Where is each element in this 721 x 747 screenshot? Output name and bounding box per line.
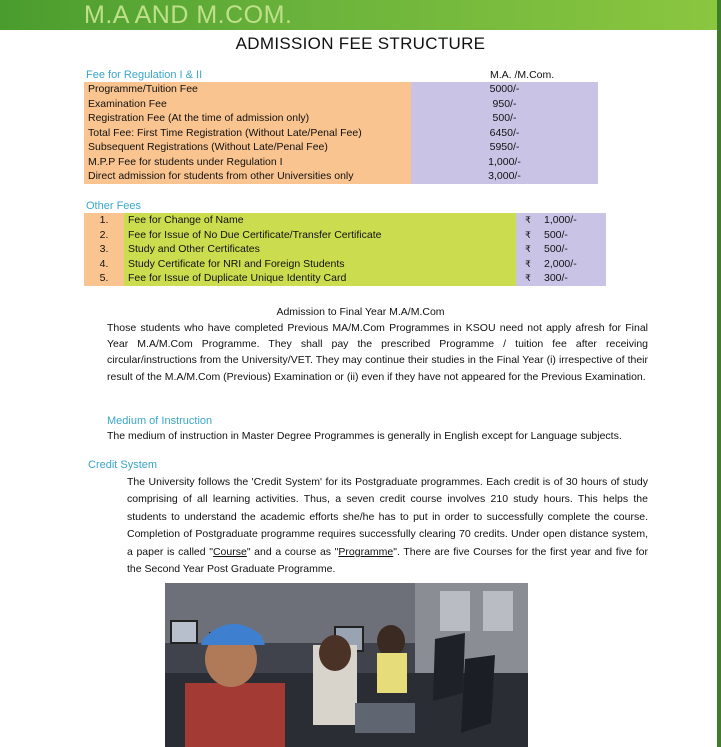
table-row (84, 155, 598, 170)
page-edge (717, 0, 721, 747)
table-row (84, 169, 598, 184)
fee-amount: 2,000/- (540, 257, 606, 272)
credit-heading: Credit System (88, 459, 158, 471)
fee-item: Fee for Issue of No Due Certificate/Transfer Certificate (124, 228, 516, 243)
fee-amount: 3,000/- (411, 169, 598, 184)
table-row (84, 213, 606, 228)
row-number: 4. (84, 257, 124, 272)
table-row (84, 257, 606, 272)
table-row (84, 97, 598, 112)
rupee-icon: ₹ (516, 242, 540, 257)
fee-item: Fee for Change of Name (124, 213, 516, 228)
fee-item: Programme/Tuition Fee (84, 82, 411, 97)
medium-paragraph: The medium of instruction in Master Degree Programmes is generally in English except for Language subjects. (107, 430, 622, 442)
table-row (84, 126, 598, 141)
fee-item: Fee for Issue of Duplicate Unique Identity Card (124, 271, 516, 286)
fee-amount: 5000/- (411, 82, 598, 97)
fee-amount: 500/- (540, 242, 606, 257)
fee-amount: 950/- (411, 97, 598, 112)
fee-amount: 5950/- (411, 140, 598, 155)
row-number: 3. (84, 242, 124, 257)
regulation-fee-table (84, 82, 598, 184)
fee-amount: 500/- (411, 111, 598, 126)
fee-item: Direct admission for students from other Universities only (84, 169, 411, 184)
rupee-icon: ₹ (516, 228, 540, 243)
table-row (84, 228, 606, 243)
rupee-icon: ₹ (516, 213, 540, 228)
computer-lab-photo (165, 583, 528, 747)
row-number: 1. (84, 213, 124, 228)
fee-item: Examination Fee (84, 97, 411, 112)
credit-text: " and a course as " (246, 545, 339, 558)
fee-item: Study Certificate for NRI and Foreign Students (124, 257, 516, 272)
table-row (84, 111, 598, 126)
table-row (84, 140, 598, 155)
regulation-column-header: M.A. /M.Com. (490, 69, 555, 81)
table-row (84, 82, 598, 97)
credit-text: The University follows the 'Credit System' for its Postgraduate programmes. Each credit is of 30 hours of study comprising of all learning activities. Thus, a seven credit course involves 210 study hours. This helps the students to understand the academic efforts she/he has to put in order to successfully complete the course. Completion of Postgraduate programme requires successfully clearing 70 credits. Under open distance system, a paper is called " (127, 476, 648, 558)
row-number: 2. (84, 228, 124, 243)
other-fees-table (84, 213, 606, 286)
header-banner (0, 0, 721, 30)
final-year-paragraph: Those students who have completed Previous MA/M.Com Programmes in KSOU need not apply afresh for Final Year M.A/M.Com Programme. They shall pay the prescribed Programme / tuition fee after receiving circular/instructions from the University/VET. They may continue their studies in the Final Year (i) irrespective of their result of the M.A/M.Com (Previous) Examination or (ii) even if they have not appeared for the Previous Examination. (107, 322, 648, 383)
table-row (84, 242, 606, 257)
other-fees-label: Other Fees (86, 200, 142, 212)
fee-item: Study and Other Certificates (124, 242, 516, 257)
medium-heading: Medium of Instruction (107, 415, 213, 427)
row-number: 5. (84, 271, 124, 286)
fee-amount: 300/- (540, 271, 606, 286)
fee-amount: 6450/- (411, 126, 598, 141)
fee-amount: 500/- (540, 228, 606, 243)
rupee-icon: ₹ (516, 257, 540, 272)
fee-item: M.P.P Fee for students under Regulation I (84, 155, 411, 170)
credit-paragraph (127, 474, 648, 578)
course-term: Course (212, 545, 247, 558)
table-row (84, 271, 606, 286)
regulation-label: Fee for Regulation I & II (86, 69, 203, 81)
programme-term: Programme (338, 545, 394, 558)
fee-amount: 1,000/- (411, 155, 598, 170)
fee-item: Registration Fee (At the time of admission only) (84, 111, 411, 126)
fee-item: Total Fee: First Time Registration (Without Late/Penal Fee) (84, 126, 411, 141)
page-title: ADMISSION FEE STRUCTURE (235, 34, 486, 53)
header-title: M.A AND M.COM. (84, 1, 293, 29)
computer-lab-illustration (165, 583, 528, 747)
fee-amount: 1,000/- (540, 213, 606, 228)
credit-text: ". There are five Courses for the first year and five for the Second Year Post Graduate Programme. (127, 545, 649, 576)
rupee-icon: ₹ (516, 271, 540, 286)
final-year-heading: Admission to Final Year M.A/M.Com (276, 306, 445, 318)
fee-item: Subsequent Registrations (Without Late/Penal Fee) (84, 140, 411, 155)
